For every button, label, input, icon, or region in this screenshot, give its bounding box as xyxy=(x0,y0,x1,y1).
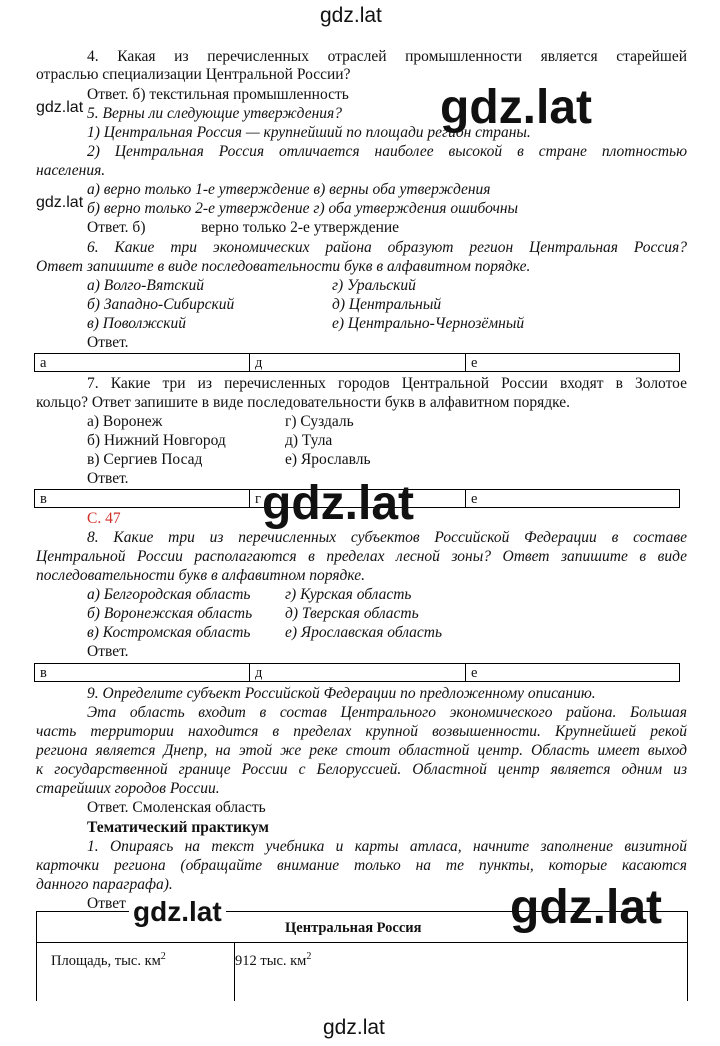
q8-option-g: г) Курская область xyxy=(285,586,412,603)
q9-paragraph-4: к государственной границе России с Белоруссией. Областной центр является одним из xyxy=(36,761,687,778)
watermark-bottom: gdz.lat xyxy=(323,1016,385,1039)
q5-option-2: б) верно только 2-е утверждение г) оба утверждения ошибочны xyxy=(87,200,519,217)
q5-answer-label: Ответ. б) xyxy=(87,219,146,236)
q8-option-a: а) Белгородская область xyxy=(87,586,251,603)
q6-option-a: а) Волго-Вятский xyxy=(87,277,205,294)
q5-option-1: а) верно только 1-е утверждение в) верны оба утверждения xyxy=(87,181,491,198)
q4-line2: отраслью специализации Центральной России? xyxy=(36,66,351,83)
practicum-line3: данного параграфа). xyxy=(36,876,173,893)
table-right-border xyxy=(687,942,688,1001)
watermark-top: gdz.lat xyxy=(320,4,382,27)
q8-option-e: е) Ярославская область xyxy=(285,624,443,641)
q5-statement-2a: 2) Центральная Россия отличается наиболее высокой в стране плотностью xyxy=(87,143,687,160)
q9-paragraph-1: Эта область входит в состав Центрального экономического района. Большая xyxy=(87,704,687,721)
table-row-label: Площадь, тыс. $км^2$ xyxy=(51,951,166,969)
q6-option-b: б) Западно-Сибирский xyxy=(87,296,235,313)
q4-answer: Ответ. б) текстильная промышленность xyxy=(87,86,349,103)
q8-answer-label: Ответ. xyxy=(87,643,129,660)
table-divider xyxy=(37,942,687,943)
q8-line1: 8. Какие три из перечисленных субъектов Российской Федерации в составе xyxy=(87,529,687,546)
q7-line1: 7. Какие три из перечисленных городов Центральной России входят в Золотое xyxy=(87,375,687,392)
q6-answer-label: Ответ. xyxy=(87,334,129,351)
table-title: Центральная Россия xyxy=(285,920,422,936)
q7-option-v: в) Сергиев Посад xyxy=(87,451,203,468)
answer-cell: в xyxy=(40,665,47,681)
q9-paragraph-3: региона является Днепр, на этой же реке стоит областной центр. Область имеет выход xyxy=(36,742,687,759)
q8-line2: Центральной России располагаются в пределах лесной зоны? Ответ запишите в виде xyxy=(36,548,687,565)
q6-option-e: е) Центрально-Чернозёмный xyxy=(332,315,525,332)
practicum-line1: 1. Опираясь на текст учебника и карты атласа, начните заполнение визитной xyxy=(87,838,687,855)
q5-statement-2b: населения. xyxy=(36,162,106,179)
watermark-medium: gdz.lat xyxy=(129,896,226,928)
q8-line3: последовательности букв в алфавитном порядке. xyxy=(36,567,365,584)
answer-cell: е xyxy=(465,354,680,371)
watermark-large-2: gdz.lat xyxy=(262,477,414,530)
q9-title: 9. Определите субъект Российской Федерации по предложенному описанию. xyxy=(87,685,596,702)
q5-answer-text: верно только 2-е утверждение xyxy=(201,219,400,236)
q7-option-b: б) Нижний Новгород xyxy=(87,432,226,449)
practicum-line2: карточки региона (обращайте внимание только на те пункты, которые касаются xyxy=(36,857,687,874)
answer-cell: в xyxy=(40,491,47,507)
q8-option-v: в) Костромская область xyxy=(87,624,251,641)
watermark-small-2: gdz.lat xyxy=(36,194,84,211)
q7-option-e: е) Ярославль xyxy=(285,451,371,468)
answer-cell: а xyxy=(40,355,47,371)
q6-line2: Ответ запишите в виде последовательности букв в алфавитном порядке. xyxy=(36,258,531,275)
watermark-small-1: gdz.lat xyxy=(36,99,84,116)
q9-paragraph-5: старейших городов России. xyxy=(36,780,220,797)
q7-option-d: д) Тула xyxy=(285,432,333,449)
practicum-heading: Тематический практикум xyxy=(87,819,269,836)
table-row-value: 912 тыс. $км^2$ xyxy=(235,951,312,969)
q5-title: 5. Верны ли следующие утверждения? xyxy=(87,105,342,122)
practicum-answer-label: Ответ xyxy=(87,895,126,912)
q4-line1: 4. Какая из перечисленных отраслей промышленности является старейшей xyxy=(87,48,687,65)
q7-answer-label: Ответ. xyxy=(87,470,129,487)
q7-option-g: г) Суздаль xyxy=(285,413,354,430)
q6-answer-table xyxy=(34,353,680,372)
answer-cell: д xyxy=(249,354,465,371)
q8-option-b: б) Воронежская область xyxy=(87,605,253,622)
q8-option-d: д) Тверская область xyxy=(285,605,419,622)
q7-line2: кольцо? Ответ запишите в виде последовательности букв в алфавитном порядке. xyxy=(36,394,571,411)
q6-option-d: д) Центральный xyxy=(332,296,442,313)
answer-cell: д xyxy=(249,664,465,681)
answer-cell: е xyxy=(465,664,680,681)
q8-answer-table xyxy=(34,663,680,682)
q6-option-v: в) Поволжский xyxy=(87,315,187,332)
answer-cell: е xyxy=(465,490,680,507)
q6-line1: 6. Какие три экономических района образуют регион Центральная Россия? xyxy=(87,239,687,256)
q7-option-a: а) Воронеж xyxy=(87,413,163,430)
watermark-large-1: gdz.lat xyxy=(440,81,592,134)
page-reference: С. 47 xyxy=(87,510,121,527)
q9-paragraph-2: часть территории находится в пределах крупной возвышенности. Крупнейшей рекой xyxy=(36,723,687,740)
q6-option-g: г) Уральский xyxy=(332,277,416,294)
q5-statement-1: 1) Центральная Россия — крупнейший по площади регион страны. xyxy=(87,124,531,141)
watermark-large-3: gdz.lat xyxy=(510,881,662,934)
q9-answer: Ответ. Смоленская область xyxy=(87,799,266,816)
answer-cell: г xyxy=(249,490,465,507)
